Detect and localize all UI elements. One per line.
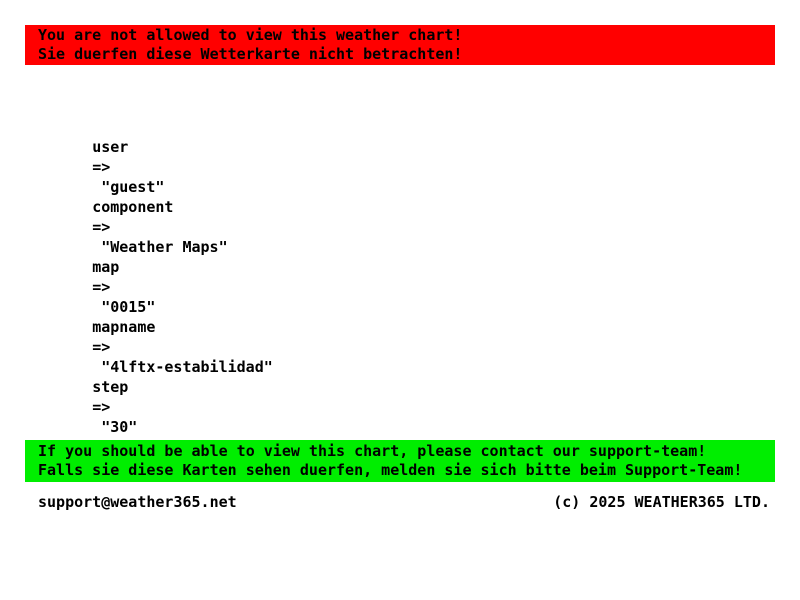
support-email-link[interactable]: support@weather365.net: [38, 493, 237, 511]
page-footer: [25, 492, 775, 512]
contact-support-banner: [25, 440, 775, 482]
detail-key: step: [92, 378, 129, 396]
detail-value: "0015": [101, 298, 156, 316]
detail-row-user: [38, 117, 775, 196]
arrow-glyph: =>: [92, 278, 111, 296]
access-denied-banner: [25, 25, 775, 65]
copyright-notice: (c) 2025 WEATHER365 LTD.: [553, 493, 770, 511]
detail-value: "4lftx-estabilidad": [101, 358, 273, 376]
detail-key: component: [92, 198, 174, 216]
detail-key: map: [92, 258, 120, 276]
detail-key: user: [92, 138, 129, 156]
detail-key: mapname: [92, 318, 156, 336]
contact-support-message-de: Falls sie diese Karten sehen duerfen, melden sie sich bitte beim Support-Team!: [38, 461, 743, 479]
detail-value: "guest": [101, 178, 165, 196]
arrow-glyph: =>: [92, 218, 111, 236]
error-page: [25, 25, 775, 512]
arrow-glyph: =>: [92, 338, 111, 356]
detail-value: "Weather Maps": [101, 238, 228, 256]
arrow-glyph: =>: [92, 398, 111, 416]
contact-support-message-en: If you should be able to view this chart, please contact our support-team!: [38, 442, 707, 460]
access-denied-message-en: You are not allowed to view this weather chart!: [38, 26, 463, 44]
detail-value: "30": [101, 418, 138, 436]
arrow-glyph: =>: [92, 158, 111, 176]
request-details: [25, 77, 775, 436]
access-denied-message-de: Sie duerfen diese Wetterkarte nicht betrachten!: [38, 45, 463, 63]
